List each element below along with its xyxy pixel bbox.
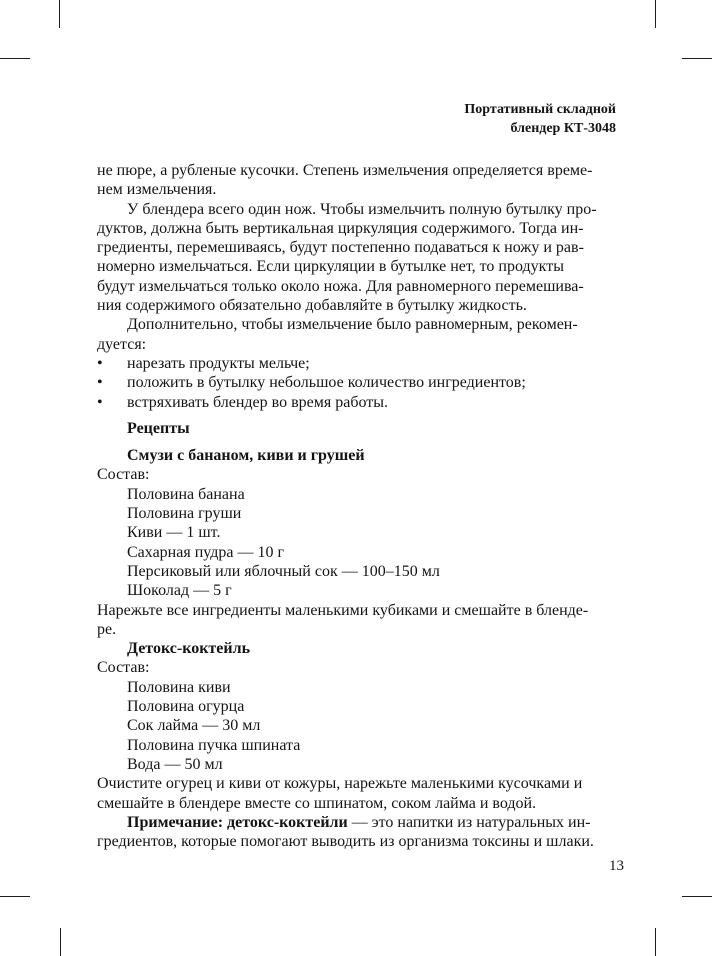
note-lead-rest: — это напитки из натуральных ин- (347, 813, 591, 831)
list-item-text: нарезать продукты мельче; (127, 354, 310, 372)
instruction-line: Нарежьте все ингредиенты маленькими кубиками и смешайте в бленде- (97, 601, 589, 619)
crop-mark-top-left-vertical (59, 0, 60, 28)
list-item (97, 373, 617, 392)
instruction-line: ре. (97, 620, 117, 638)
crop-mark-bottom-left-horizontal (0, 896, 30, 897)
list-item (97, 393, 617, 412)
ingredient-line: Шоколад — 5 г (127, 582, 232, 600)
paragraph-line: Дополнительно, чтобы измельчение было равномерным, рекомен- (127, 316, 578, 334)
paragraph-line: ния содержимого обязательно добавляйте в бутылку жидкость. (97, 297, 527, 315)
ingredient-line: Половина киви (127, 678, 231, 696)
running-header-line-1: Портативный складной (464, 102, 616, 117)
list-item-text: положить в бутылку небольшое количество ингредиентов; (127, 374, 526, 392)
paragraph-line: не пюре, а рубленые кусочки. Степень измельчения определяется време- (97, 162, 593, 179)
page-number: 13 (609, 858, 624, 874)
crop-mark-bottom-right-vertical (655, 928, 656, 956)
instruction-line: смешайте в блендере вместе со шпинатом, соком лайма и водой. (97, 794, 537, 812)
composition-label: Состав: (97, 659, 150, 677)
bullet-icon: • (97, 393, 103, 411)
running-header (464, 100, 616, 138)
ingredient-line: Сахарная пудра — 10 г (127, 543, 285, 561)
recipe-title-detox: Детокс-коктейль (127, 640, 251, 658)
paragraph-line: гредиенты, перемешиваясь, будут постепенно подаваться к ножу и рав- (97, 239, 584, 257)
section-heading-recipes: Рецепты (127, 419, 190, 437)
ingredient-line: Половина банана (127, 485, 245, 503)
ingredient-line: Сок лайма — 30 мл (127, 717, 261, 735)
recipe-title-smoothie: Смузи с бананом, киви и грушей (127, 447, 365, 465)
paragraph-line: дуктов, должна быть вертикальная циркуляция содержимого. Тогда ин- (97, 219, 584, 237)
paragraph-line: нем измельчения. (97, 181, 217, 199)
list-item (97, 354, 617, 373)
note-line (97, 813, 617, 832)
crop-mark-top-right-horizontal (682, 58, 712, 59)
crop-mark-top-left-horizontal (0, 58, 30, 59)
note-line: гредиентов, которые помогают выводить из организма токсины и шлаки. (97, 833, 594, 851)
ingredient-line: Киви — 1 шт. (127, 524, 221, 542)
instruction-line: Очистите огурец и киви от кожуры, нарежьте маленькими кусочками и (97, 775, 583, 793)
paragraph-line: будут измельчаться только около ножа. Для равномерного перемешива- (97, 277, 584, 295)
crop-mark-top-right-vertical (655, 0, 656, 28)
paragraph-line: У блендера всего один нож. Чтобы измельчить полную бутылку про- (127, 200, 597, 218)
bullet-icon: • (97, 374, 103, 392)
crop-mark-bottom-right-horizontal (682, 896, 712, 897)
bullet-icon: • (97, 354, 103, 372)
ingredient-line: Половина груши (127, 505, 242, 523)
composition-label: Состав: (97, 466, 150, 484)
running-header-line-2: блендер КТ-3048 (510, 121, 616, 136)
ingredient-line: Половина пучка шпината (127, 736, 301, 754)
ingredient-line: Половина огурца (127, 698, 245, 716)
paragraph-line: дуется: (97, 335, 147, 353)
paragraph-line: номерно измельчаться. Если циркуляции в бутылке нет, то продукты (97, 258, 564, 276)
crop-mark-bottom-left-vertical (60, 928, 61, 956)
page-body (97, 161, 617, 851)
ingredient-line: Вода — 50 мл (127, 755, 223, 773)
ingredient-line: Персиковый или яблочный сок — 100–150 мл (127, 562, 440, 580)
note-lead-bold: Примечание: детокс-коктейли (127, 813, 348, 831)
list-item-text: встряхивать блендер во время работы. (127, 393, 388, 411)
